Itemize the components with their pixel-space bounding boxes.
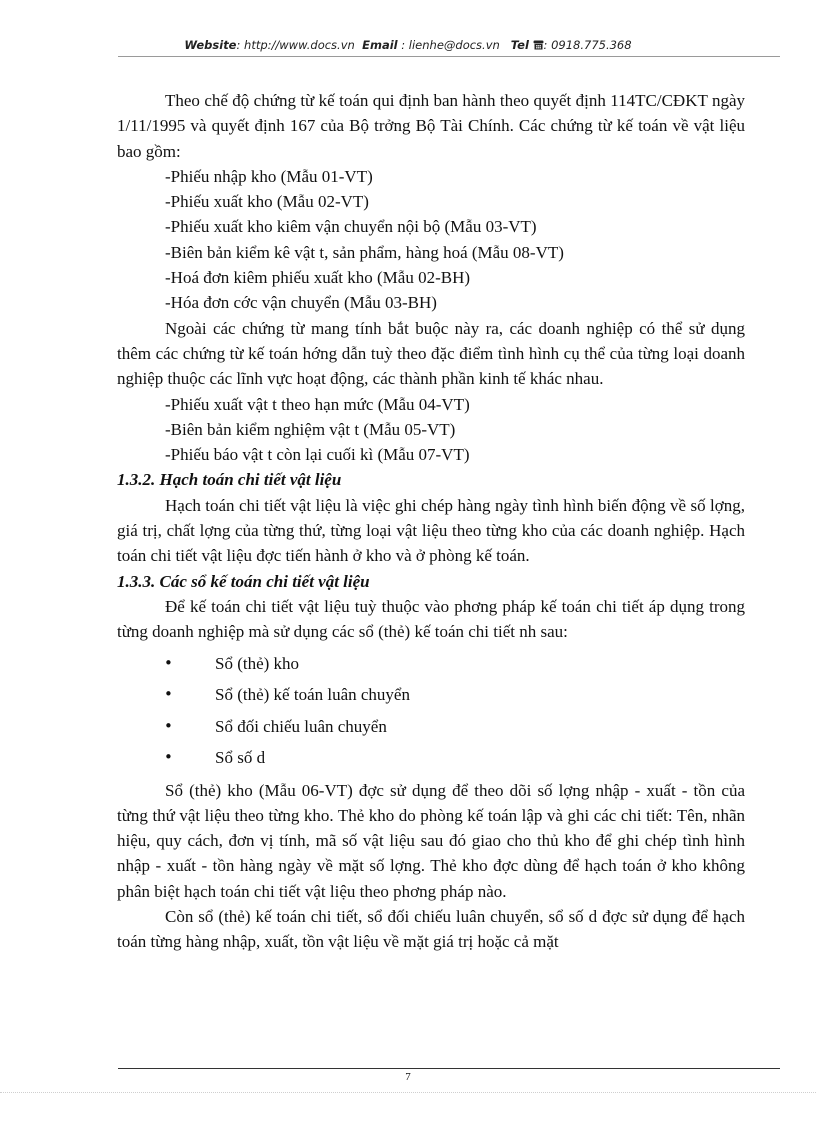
bullet-icon: • bbox=[164, 653, 173, 672]
email-label: Email bbox=[362, 38, 398, 52]
website-value: : http://www.docs.vn bbox=[236, 38, 355, 52]
list-item-label: Sổ (thẻ) kho bbox=[215, 653, 300, 673]
list-item bbox=[117, 679, 745, 711]
bullet-icon: • bbox=[164, 748, 173, 767]
tel-value: : 0918.775.368 bbox=[543, 38, 632, 52]
page-number: 7 bbox=[405, 1071, 411, 1083]
guidance-doc-item: -Biên bản kiểm nghiệm vật t (Mẫu 05-VT) bbox=[165, 419, 456, 439]
warehouse-card-paragraph: Sổ (thẻ) kho (Mẫu 06-VT) đợc sử dụng để theo dõi số lợng nhập - xuất - tồn của từng thứ vật liệu theo từng kho. Thẻ kho do phòng kế toán lập và ghi các chi tiết: Tên, nhãn hiệu, quy cách, đơn vị tính, mã số vật liệu sau đó giao cho thủ kho để ghi chép tình hình nhập - xuất - tồn hàng ngày về mặt số lợng. Thẻ kho đợc dùng để hạch toán ở kho không phân biệt hạch toán chi tiết vật liệu theo phơng pháp nào. bbox=[117, 780, 745, 901]
list-item bbox=[117, 711, 745, 743]
footer-divider bbox=[118, 1068, 780, 1069]
guidance-paragraph: Ngoài các chứng từ mang tính bắt buộc này ra, các doanh nghiệp có thể sử dụng thêm các chứng từ kế toán hớng dẫn tuỳ theo đặc điểm tình hình cụ thể của từng loại doanh nghiệp thuộc các lĩnh vực hoạt động, các thành phần kinh tế khác nhau. bbox=[117, 318, 745, 389]
closing-paragraph: Còn sổ (thẻ) kế toán chi tiết, sổ đối chiếu luân chuyển, sổ số d đợc sử dụng để hạch toán từng hàng nhập, xuất, tồn vật liệu về mặt giá trị hoặc cả mặt bbox=[117, 907, 745, 952]
required-doc-item: -Hóa đơn cớc vận chuyển (Mẫu 03-BH) bbox=[165, 293, 437, 313]
document-body bbox=[117, 88, 745, 955]
section-heading-1-3-3: 1.3.3. Các sổ kế toán chi tiết vật liệu bbox=[117, 571, 370, 591]
bullet-icon: • bbox=[164, 716, 173, 735]
phone-icon bbox=[533, 40, 544, 50]
required-doc-item: -Phiếu xuất kho (Mẫu 02-VT) bbox=[165, 192, 369, 212]
ledger-list bbox=[117, 648, 745, 774]
section-heading-1-3-2: 1.3.2. Hạch toán chi tiết vật liệu bbox=[117, 470, 342, 490]
list-item bbox=[117, 742, 745, 774]
section-1-3-2-paragraph: Hạch toán chi tiết vật liệu là việc ghi chép hàng ngày tình hình biến động về số lợng, giá trị, chất lợng của từng thứ, từng loại vật liệu theo từng kho của các doanh nghiệp. Hạch toán chi tiết vật liệu đợc tiến hành ở kho và ở phòng kế toán. bbox=[117, 495, 745, 566]
email-value: : lienhe@docs.vn bbox=[401, 38, 500, 52]
guidance-doc-item: -Phiếu báo vật t còn lại cuối kì (Mẫu 07-VT) bbox=[165, 445, 470, 465]
list-item bbox=[117, 648, 745, 680]
website-label: Website bbox=[184, 38, 237, 52]
required-doc-item: -Hoá đơn kiêm phiếu xuất kho (Mẫu 02-BH) bbox=[165, 268, 471, 288]
section-1-3-3-paragraph: Để kế toán chi tiết vật liệu tuỳ thuộc vào phơng pháp kế toán chi tiết áp dụng trong từng doanh nghiệp mà sử dụng các sổ (thẻ) kế toán chi tiết nh sau: bbox=[117, 596, 745, 642]
required-doc-item: -Phiếu xuất kho kiêm vận chuyển nội bộ (Mẫu 03-VT) bbox=[165, 217, 537, 237]
list-item-label: Sổ số d bbox=[215, 748, 266, 768]
required-doc-item: -Biên bản kiểm kê vật t, sản phẩm, hàng hoá (Mẫu 08-VT) bbox=[165, 242, 564, 262]
header-divider bbox=[118, 56, 780, 57]
tel-label: Tel bbox=[510, 38, 529, 52]
list-item-label: Sổ (thẻ) kế toán luân chuyển bbox=[215, 685, 410, 705]
page-bottom-border bbox=[0, 1092, 816, 1093]
required-doc-item: -Phiếu nhập kho (Mẫu 01-VT) bbox=[165, 166, 373, 186]
guidance-doc-item: -Phiếu xuất vật t theo hạn mức (Mẫu 04-VT) bbox=[165, 394, 470, 414]
list-item-label: Sổ đối chiếu luân chuyển bbox=[215, 716, 387, 736]
intro-paragraph: Theo chế độ chứng từ kế toán qui định ban hành theo quyết định 114TC/CĐKT ngày 1/11/1995 và quyết định 167 của Bộ trởng Bộ Tài Chính. Các chứng từ kế toán về vật liệu bao gồm: bbox=[117, 91, 745, 161]
page-header bbox=[0, 38, 816, 52]
bullet-icon: • bbox=[164, 685, 173, 704]
